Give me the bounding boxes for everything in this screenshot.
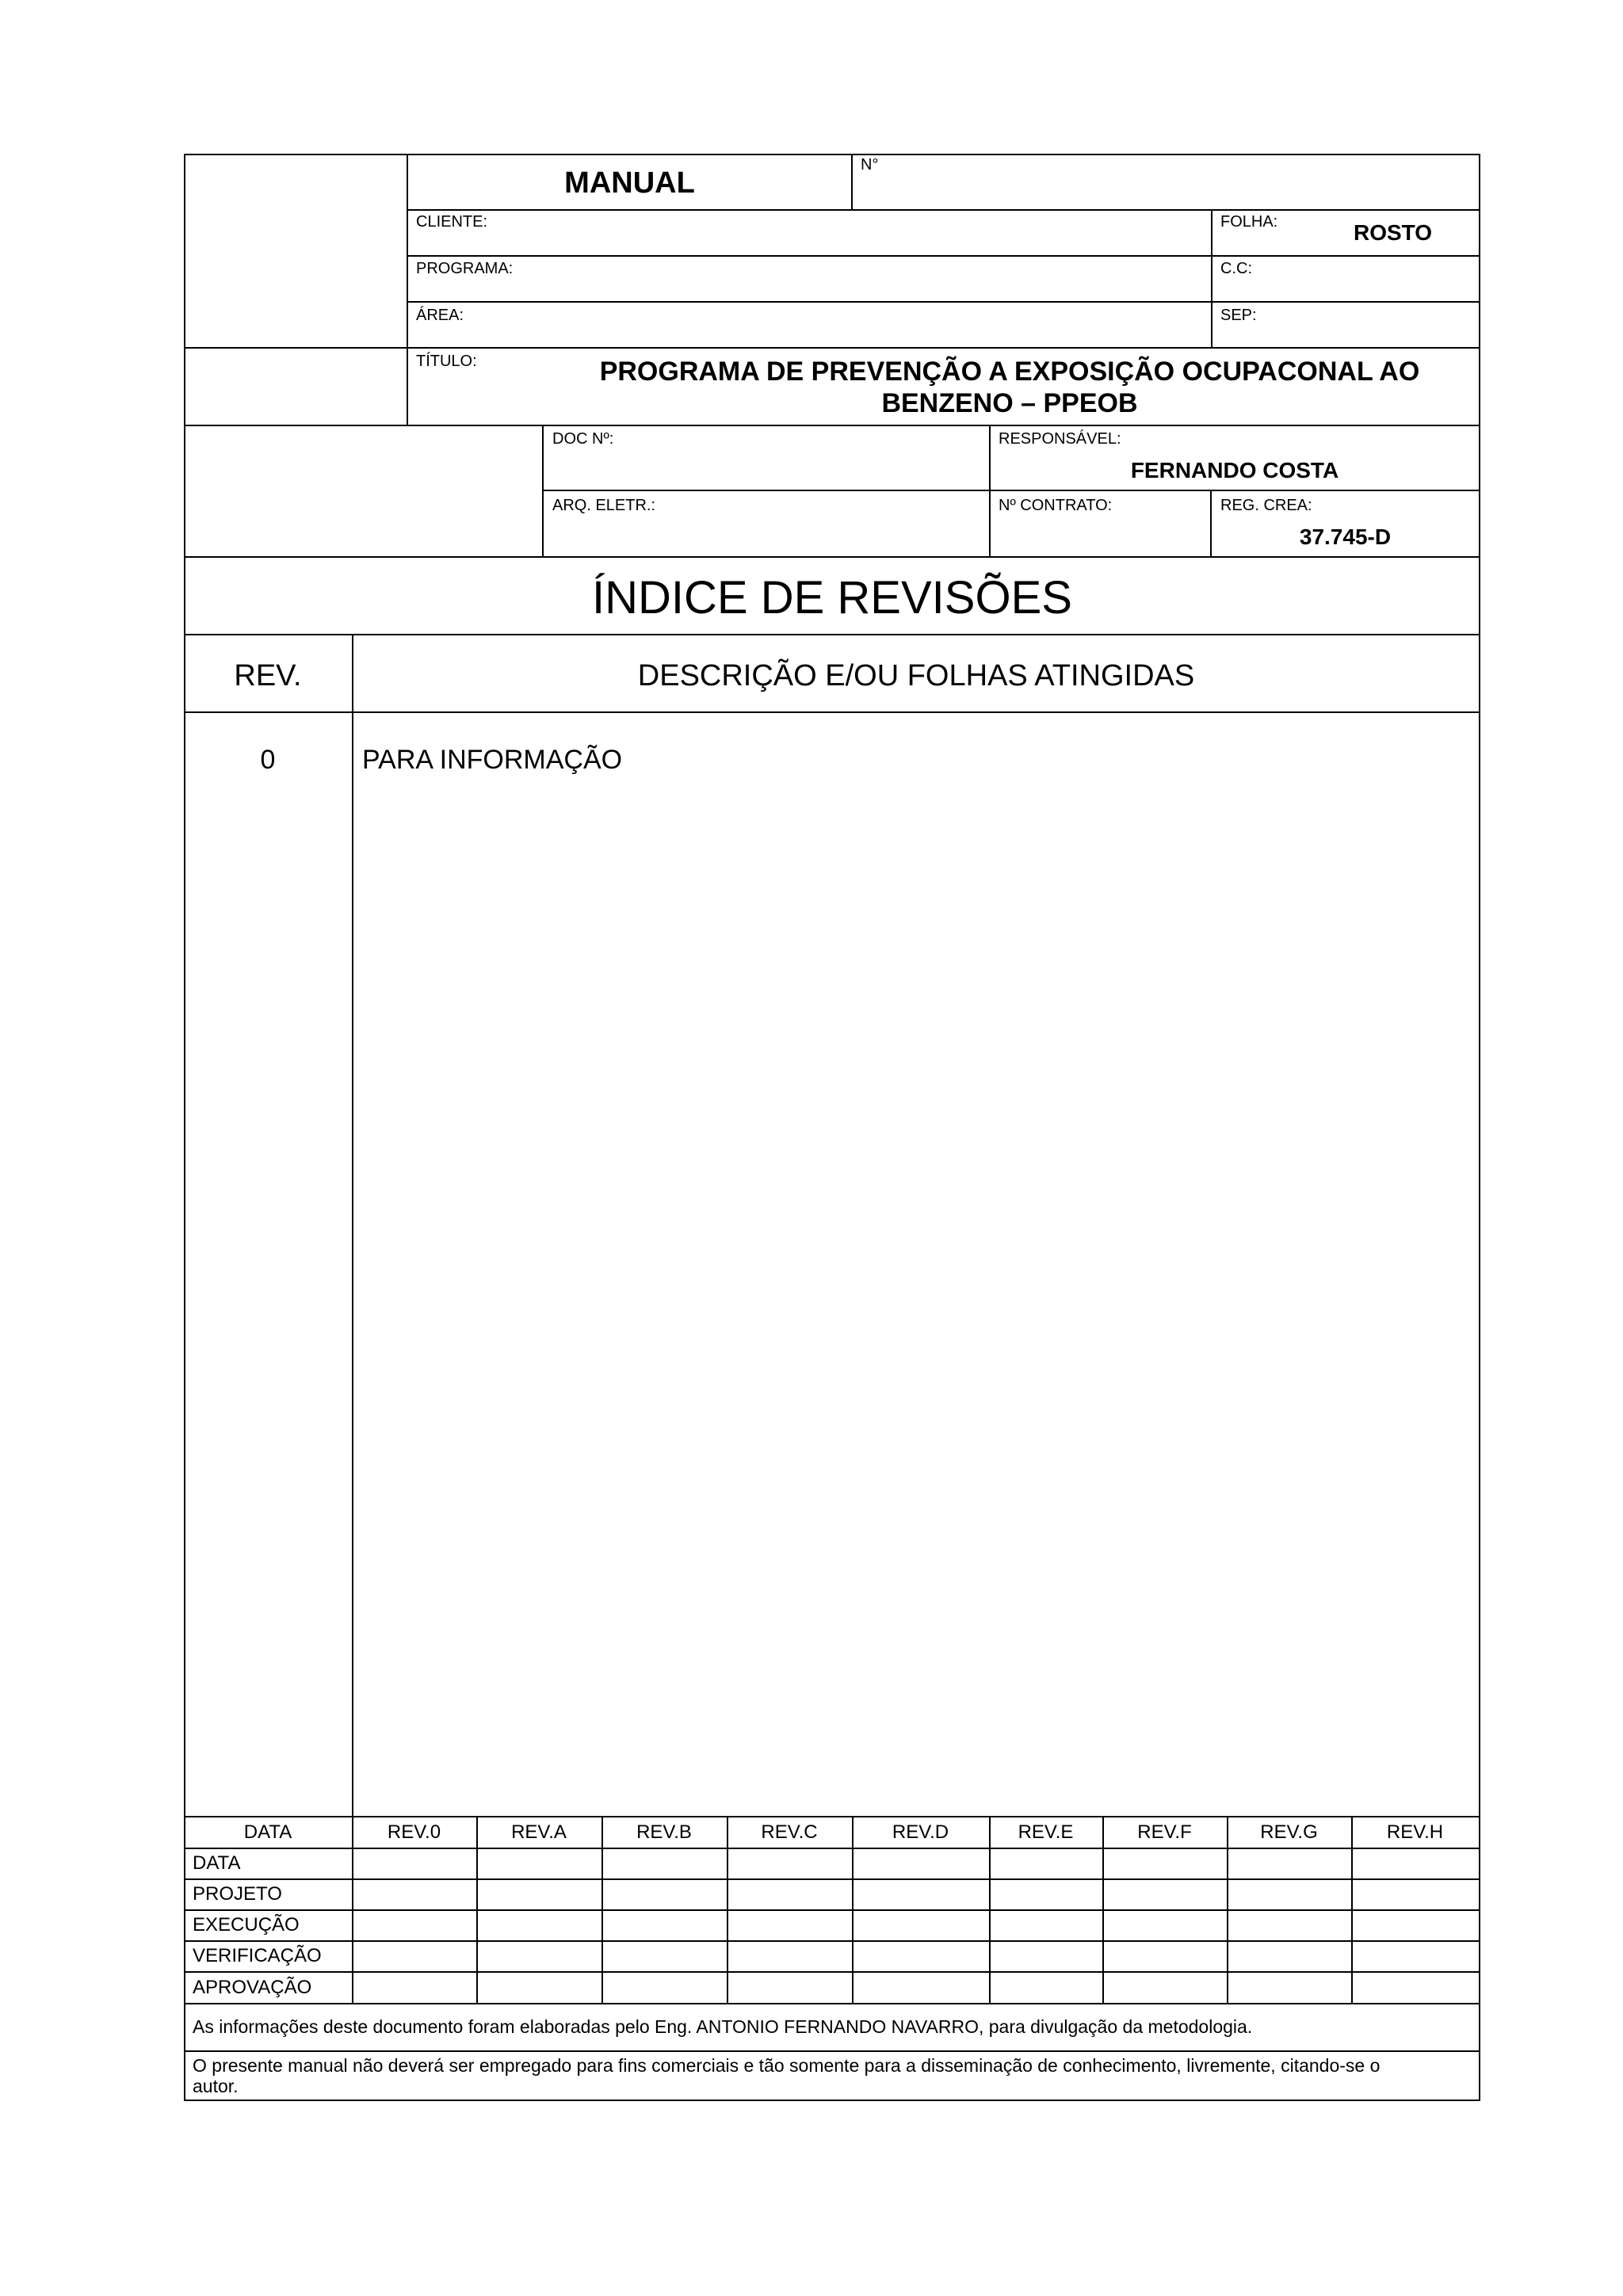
rev-table-header-revc: REV.C (761, 1821, 818, 1843)
rev-table-row-aprovacao: APROVAÇÃO (193, 1977, 312, 1998)
sep-label: SEP: (1220, 307, 1257, 324)
revision-number: 0 (260, 745, 276, 775)
programa-label: PROGRAMA: (416, 260, 514, 277)
rev-table-header-revf: REV.F (1137, 1821, 1192, 1843)
cc-label: C.C: (1220, 260, 1252, 277)
rev-table-row-projeto: PROJETO (193, 1883, 282, 1905)
reg-crea-value: 37.745-D (1299, 524, 1392, 549)
numero-label: N° (861, 156, 879, 174)
footer-note-usage-line2: autor. (193, 2076, 239, 2096)
column-header-rev: REV. (234, 659, 302, 692)
folha-value: ROSTO (1354, 220, 1433, 245)
rev-table-header-revh: REV.H (1386, 1821, 1444, 1843)
manual-label: MANUAL (564, 166, 695, 200)
column-header-description: DESCRIÇÃO E/OU FOLHAS ATINGIDAS (637, 659, 1195, 692)
rev-table-row-verificacao: VERIFICAÇÃO (193, 1945, 322, 1966)
footer-note-author: As informações deste documento foram elaboradas pelo Eng. ANTONIO FERNANDO NAVARRO, para divulgação da metodologia. (193, 2016, 1253, 2037)
rev-table-row-execucao: EXECUÇÃO (193, 1914, 300, 1936)
doc-label: DOC Nº: (552, 430, 614, 448)
rev-table-header-revb: REV.B (636, 1821, 692, 1843)
rev-table-header-rev0: REV.0 (387, 1821, 441, 1843)
document-title-line1: PROGRAMA DE PREVENÇÃO A EXPOSIÇÃO OCUPACONAL AO (599, 357, 1420, 387)
cliente-label: CLIENTE: (416, 213, 488, 231)
contrato-label: Nº CONTRATO: (999, 497, 1113, 514)
index-title: ÍNDICE DE REVISÕES (592, 572, 1072, 624)
rev-table-header-revd: REV.D (892, 1821, 949, 1843)
rev-table-header-revg: REV.G (1260, 1821, 1318, 1843)
revision-description: PARA INFORMAÇÃO (362, 745, 623, 775)
titulo-label: TÍTULO: (416, 353, 477, 370)
responsavel-label: RESPONSÁVEL: (999, 430, 1121, 448)
area-label: ÁREA: (416, 307, 464, 324)
document-title-line2: BENZENO – PPEOB (881, 388, 1138, 418)
rev-table-header-reva: REV.A (511, 1821, 567, 1843)
responsavel-value: FERNANDO COSTA (1130, 458, 1339, 482)
footer-note-usage-line1: O presente manual não deverá ser empregado para fins comerciais e tão somente para a disseminação de conhecimento, livremente, citando-se o (193, 2055, 1381, 2076)
reg-crea-label: REG. CREA: (1220, 497, 1312, 514)
folha-label: FOLHA: (1220, 213, 1278, 231)
rev-table-header-data: DATA (243, 1821, 292, 1843)
rev-table-header-reve: REV.E (1018, 1821, 1074, 1843)
arq-eletr-label: ARQ. ELETR.: (552, 497, 656, 514)
rev-table-row-data: DATA (193, 1852, 241, 1874)
